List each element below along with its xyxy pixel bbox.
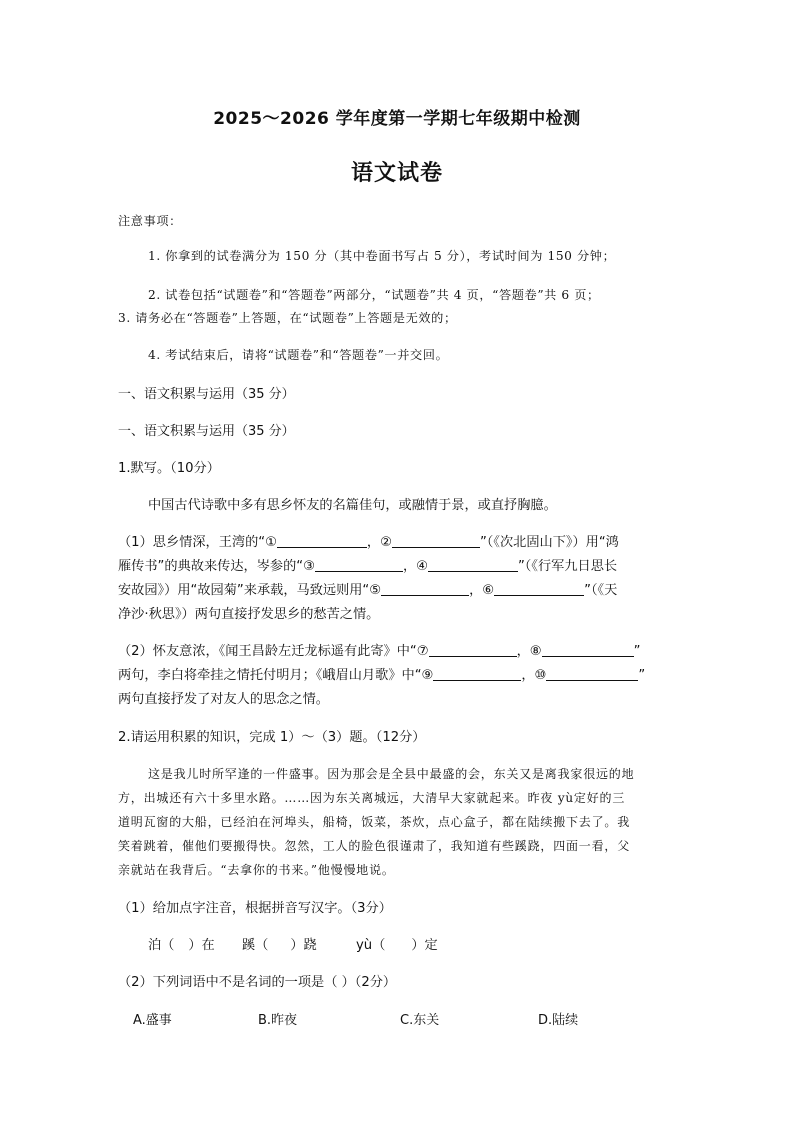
answer-blank-5[interactable] (381, 581, 469, 596)
section-heading: 一、语文积累与运用（35 分） (118, 387, 295, 402)
answer-blank-6[interactable] (494, 581, 584, 596)
choice-c[interactable]: C.东关 (400, 1013, 440, 1028)
choice-d[interactable]: D.陆续 (538, 1013, 579, 1028)
q1-text: ，④ (402, 559, 428, 574)
pinyin-text: ）在 (188, 938, 215, 953)
question-2-title: 2.请运用积累的知识，完成 1）～（3）题。（12分） (118, 730, 426, 745)
pinyin-text: ）定 (411, 938, 438, 953)
notice-item-4: 4. 考试结束后，请将“试题卷”和“答题卷”一并交回。 (148, 348, 449, 362)
q1-text: 雁传书”的典故来传达，岑参的“③ (118, 559, 315, 574)
pinyin-text: 蹊（ (242, 938, 269, 953)
question-2-sub-2: （2）下列词语中不是名词的一项是（ ）（2分） (118, 975, 397, 990)
pinyin-text: ）跷 (290, 938, 317, 953)
subject-title: 语文试卷 (350, 161, 443, 186)
q1-part2-line1 (118, 640, 678, 659)
q1-text: 两句，李白将牵挂之情托付明月；《峨眉山月歌》中“⑨ (118, 668, 434, 683)
q1-text: 安故园》）用“故园菊”来承载，马致远则用“⑤ (118, 583, 382, 598)
pinyin-item-yu[interactable] (356, 934, 438, 953)
choice-a[interactable]: A.盛事 (133, 1013, 172, 1028)
q1-text: ” (633, 644, 641, 659)
passage-line-1: 这是我儿时所罕逢的一件盛事。因为那会是全县中最盛的会，东关又是离我家很远的地 (148, 767, 635, 781)
q1-text: （2）怀友意浓，《闻王昌龄左迁龙标遥有此寄》中“⑦ (118, 644, 429, 659)
answer-blank-4[interactable] (428, 557, 518, 572)
passage-line-2: 方，出城还有六十多里水路。……因为东关离城远，大清早大家就起来。昨夜 yù定好的三 (118, 791, 626, 805)
passage-line-3: 道明瓦窗的大船，已经泊在河埠头，船椅，饭菜，茶炊，点心盒子，都在陆续搬下去了。我 (118, 815, 631, 829)
answer-blank-2[interactable] (392, 533, 480, 548)
q1-text: ”（《次北固山下》）用“鸿 (479, 535, 619, 550)
q1-text: ” (638, 668, 646, 683)
answer-blank-9[interactable] (433, 666, 521, 681)
passage-line-5: 亲就站在我背后。“去拿你的书来。”他慢慢地说。 (118, 863, 395, 877)
section-heading-repeat: 一、语文积累与运用（35 分） (118, 424, 295, 439)
q1-text: ”（《天 (584, 583, 618, 598)
q1-text: ，⑧ (516, 644, 542, 659)
q1-text: ，⑥ (469, 583, 495, 598)
pinyin-item-bo[interactable] (148, 934, 215, 953)
answer-blank-8[interactable] (542, 642, 634, 657)
pinyin-text: yù（ (356, 938, 386, 953)
answer-blank-3[interactable] (315, 557, 403, 572)
q1-text: ，⑩ (521, 668, 547, 683)
pinyin-item-qi[interactable] (242, 934, 317, 953)
q1-part1-line3 (118, 579, 678, 598)
exam-title: 2025～2026 学年度第一学期七年级期中检测 (213, 109, 581, 129)
pinyin-text: 泊（ (148, 938, 175, 953)
notice-heading: 注意事项： (118, 214, 182, 228)
q1-part1-line1 (118, 531, 678, 550)
question-1-title: 1.默写。（10分） (118, 461, 220, 476)
q1-text: ”（《行军九日思长 (517, 559, 618, 574)
q1-text: ，② (366, 535, 392, 550)
answer-blank-10[interactable] (546, 666, 638, 681)
choice-b[interactable]: B.昨夜 (258, 1013, 298, 1028)
q1-part2-line3: 两句直接抒发了对友人的思念之情。 (118, 692, 329, 707)
q1-part1-line4: 净沙·秋思》）两句直接抒发思乡的愁苦之情。 (118, 607, 380, 622)
q1-part1-line2 (118, 555, 678, 574)
question-2-sub-1: （1）给加点字注音，根据拼音写汉字。（3分） (118, 901, 392, 916)
answer-blank-1[interactable] (277, 533, 367, 548)
q1-part2-line2 (118, 664, 678, 683)
q1-text: （1）思乡情深，王湾的“① (118, 535, 277, 550)
notice-item-2: 2. 试卷包括“试题卷”和“答题卷”两部分，“试题卷”共 4 页，“答题卷”共 6 页； (148, 288, 600, 302)
question-1-intro: 中国古代诗歌中多有思乡怀友的名篇佳句，或融情于景，或直抒胸臆。 (148, 498, 557, 513)
notice-item-3: 3. 请务必在“答题卷”上答题，在“试题卷”上答题是无效的； (118, 311, 457, 325)
notice-item-1: 1. 你拿到的试卷满分为 150 分（其中卷面书写占 5 分），考试时间为 150 分钟； (148, 249, 616, 263)
passage-line-4: 笑着跳着，催他们要搬得快。忽然，工人的脸色很谨肃了，我知道有些蹊跷，四面一看，父 (118, 839, 631, 853)
answer-blank-7[interactable] (429, 642, 517, 657)
